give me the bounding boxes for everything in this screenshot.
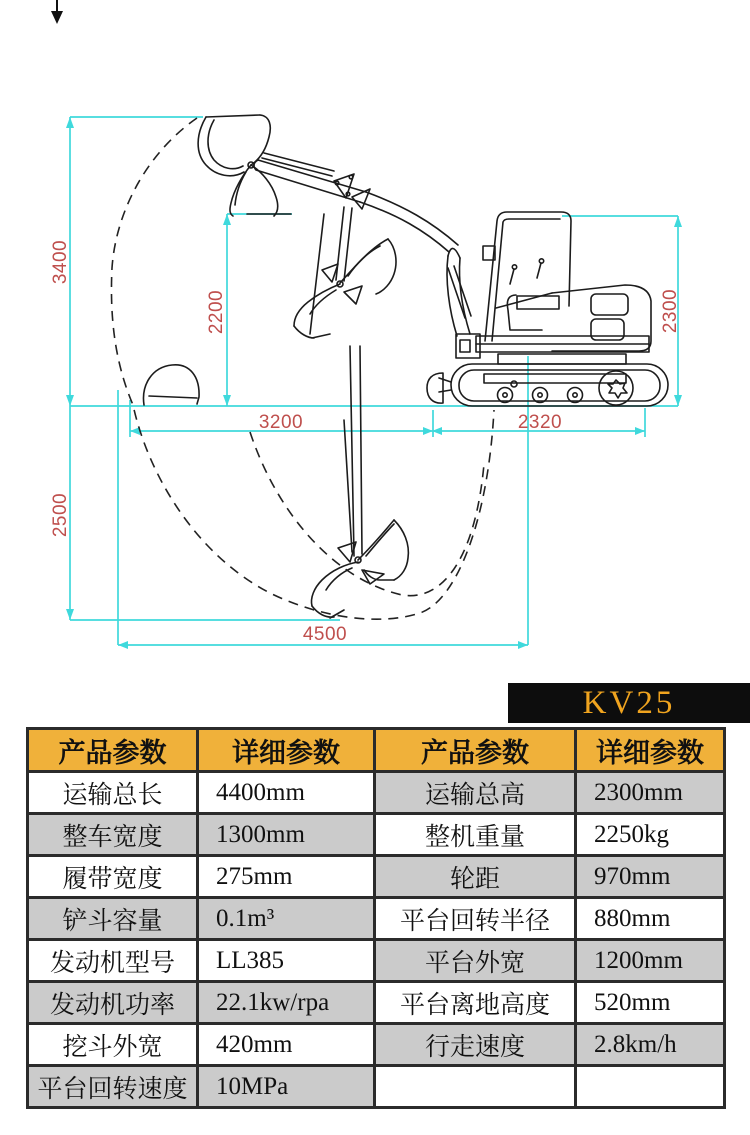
param-label-cell: 运输总高 [375,772,576,814]
model-name: KV25 [582,684,676,721]
spec-header-row [28,729,725,772]
working-envelope-curve [111,118,494,619]
param-label-cell: 平台离地高度 [375,982,576,1024]
param-label-cell: 挖斗外宽 [28,1024,198,1066]
param-header-left: 产品参数 [28,729,198,772]
param-label-cell: 履带宽度 [28,856,198,898]
param-value-cell: LL385 [198,940,375,982]
dim-2320-label: 2320 [517,412,563,433]
param-label-cell: 整车宽度 [28,814,198,856]
param-label-cell: 轮距 [375,856,576,898]
table-row [28,1066,725,1108]
table-row [28,982,725,1024]
dim-2500-label: 2500 [50,492,71,538]
param-value-cell: 1200mm [576,940,725,982]
param-value-cell: 22.1kw/rpa [198,982,375,1024]
model-banner [508,683,750,723]
table-row [28,898,725,940]
param-value-cell: 2250kg [576,814,725,856]
param-label-cell: 发动机功率 [28,982,198,1024]
arrow-down-icon [51,0,63,24]
param-label-cell: 运输总长 [28,772,198,814]
spec-table [26,727,726,1109]
param-value-cell: 10MPa [198,1066,375,1108]
param-label-cell: 平台回转速度 [28,1066,198,1108]
dimension-lines [70,117,678,645]
table-row [28,940,725,982]
dim-2300-label: 2300 [660,288,681,334]
excavator-drawing [144,115,668,618]
param-label-cell: 铲斗容量 [28,898,198,940]
param-value-cell: 420mm [198,1024,375,1066]
param-value-cell: 0.1m³ [198,898,375,940]
param-label-cell: 平台回转半径 [375,898,576,940]
param-value-cell: 880mm [576,898,725,940]
table-row [28,1024,725,1066]
value-header-right: 详细参数 [576,729,725,772]
param-label-cell: 发动机型号 [28,940,198,982]
param-label-cell: 整机重量 [375,814,576,856]
dim-2200-label: 2200 [206,289,227,335]
param-value-cell: 4400mm [198,772,375,814]
param-value-cell: 2.8km/h [576,1024,725,1066]
table-row [28,856,725,898]
param-value-cell: 970mm [576,856,725,898]
value-header-left: 详细参数 [198,729,375,772]
dim-3400-label: 3400 [50,239,71,285]
dim-4500-label: 4500 [302,624,348,645]
param-header-right: 产品参数 [375,729,576,772]
param-value-cell [576,1066,725,1108]
param-label-cell [375,1066,576,1108]
table-row [28,814,725,856]
param-label-cell: 行走速度 [375,1024,576,1066]
param-value-cell: 275mm [198,856,375,898]
dim-3200-label: 3200 [258,412,304,433]
param-value-cell: 520mm [576,982,725,1024]
param-label-cell: 平台外宽 [375,940,576,982]
param-value-cell: 1300mm [198,814,375,856]
param-value-cell: 2300mm [576,772,725,814]
table-row [28,772,725,814]
